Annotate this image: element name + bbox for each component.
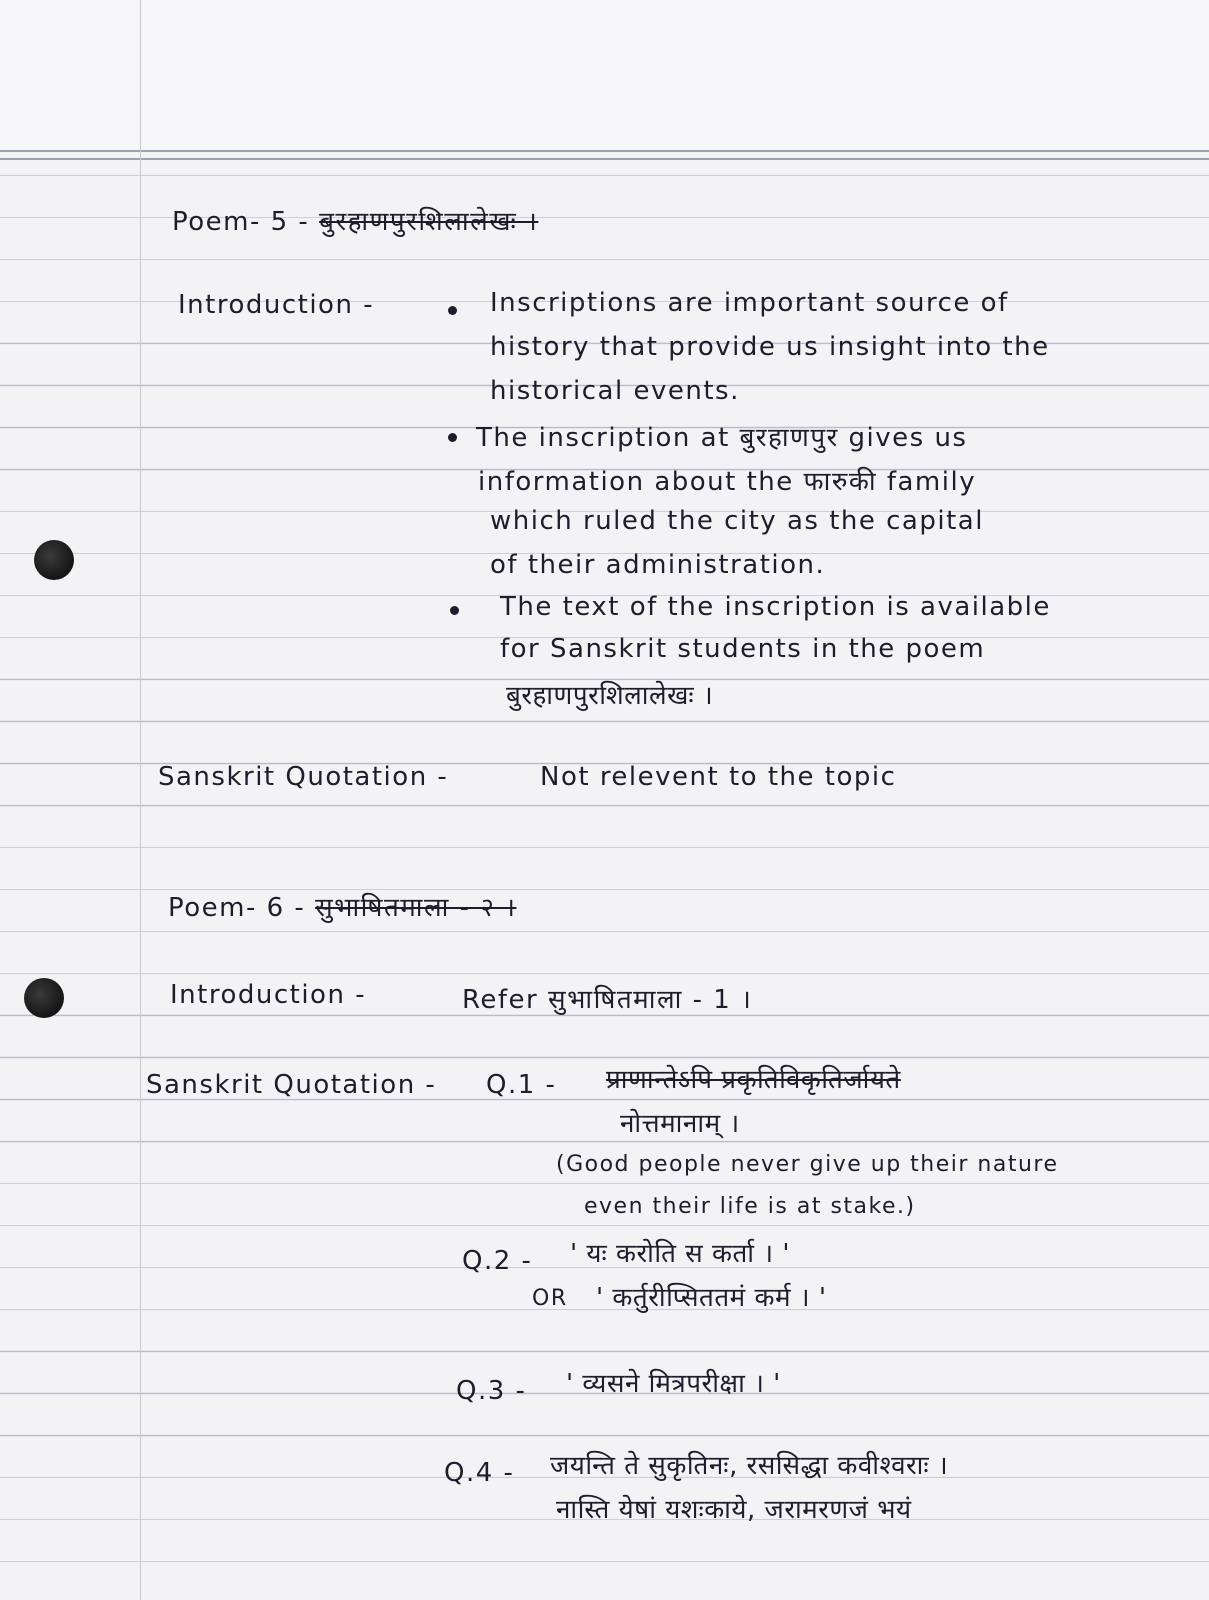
poem6-heading-title: सुभाषितमाला - २ । bbox=[315, 893, 517, 923]
q2-label: Q.2 - bbox=[462, 1246, 533, 1276]
binder-hole bbox=[34, 540, 74, 580]
q4-label: Q.4 - bbox=[444, 1458, 515, 1488]
bullet2-line3: which ruled the city as the capital bbox=[490, 506, 984, 536]
q2-line2: ' कर्तुरीप्सिततमं कर्म । ' bbox=[596, 1283, 827, 1313]
poem5-heading-title: बुरहाणपुरशिलालेखः । bbox=[319, 207, 539, 237]
poem5-heading-prefix: Poem- 5 - bbox=[172, 207, 310, 237]
bullet-dot bbox=[448, 433, 457, 442]
bullet1-line2: history that provide us insight into the bbox=[490, 332, 1050, 362]
poem6-heading bbox=[168, 888, 516, 924]
poem5-intro-label: Introduction - bbox=[178, 290, 375, 320]
q1-translation-line2: even their life is at stake.) bbox=[584, 1194, 916, 1219]
poem6-heading-prefix: Poem- 6 - bbox=[168, 893, 306, 923]
page-top-margin bbox=[0, 0, 1209, 150]
binder-hole bbox=[24, 978, 64, 1018]
rule-line bbox=[0, 158, 1209, 160]
poem6-intro-text: Refer सुभाषितमाला - 1 । bbox=[462, 985, 753, 1015]
bullet-dot bbox=[448, 306, 457, 315]
bullet3-line3: बुरहाणपुरशिलालेखः । bbox=[506, 681, 714, 711]
q1-line1: प्राणान्तेऽपि प्रकृतिविकृतिर्जायते bbox=[606, 1065, 901, 1095]
q1-translation-line1: (Good people never give up their nature bbox=[556, 1152, 1059, 1177]
q3-text: ' व्यसने मित्रपरीक्षा । ' bbox=[566, 1369, 781, 1399]
bullet3-line1: The text of the inscription is available bbox=[500, 592, 1051, 622]
rule-line bbox=[0, 150, 1209, 152]
q4-line1: जयन्ति ते सुकृतिनः, रससिद्धा कवीश्वराः । bbox=[550, 1451, 949, 1481]
poem5-quotation-text: Not relevent to the topic bbox=[540, 762, 897, 792]
poem6-quotation-label: Sanskrit Quotation - bbox=[146, 1070, 437, 1100]
q4-line2: नास्ति येषां यशःकाये, जरामरणजं भयं bbox=[556, 1495, 912, 1525]
q2-or: OR bbox=[532, 1286, 568, 1311]
q3-label: Q.3 - bbox=[456, 1376, 527, 1406]
q1-line2: नोत्तमानाम् । bbox=[620, 1109, 740, 1139]
margin-line bbox=[140, 0, 141, 1600]
bullet2-line4: of their administration. bbox=[490, 550, 826, 580]
bullet1-line3: historical events. bbox=[490, 376, 740, 406]
poem5-heading bbox=[172, 202, 538, 238]
bullet2-line1: The inscription at बुरहाणपुर gives us bbox=[476, 423, 968, 453]
bullet-dot bbox=[450, 606, 459, 615]
bullet3-line2: for Sanskrit students in the poem bbox=[500, 634, 986, 664]
poem6-intro-label: Introduction - bbox=[170, 980, 367, 1010]
q1-label: Q.1 - bbox=[486, 1070, 557, 1100]
bullet2-line2: information about the फारुकी family bbox=[478, 467, 977, 497]
q2-line1: ' यः करोति स कर्ता । ' bbox=[570, 1239, 791, 1269]
bullet1-line1: Inscriptions are important source of bbox=[490, 288, 1009, 318]
poem5-quotation-label: Sanskrit Quotation - bbox=[158, 762, 449, 792]
